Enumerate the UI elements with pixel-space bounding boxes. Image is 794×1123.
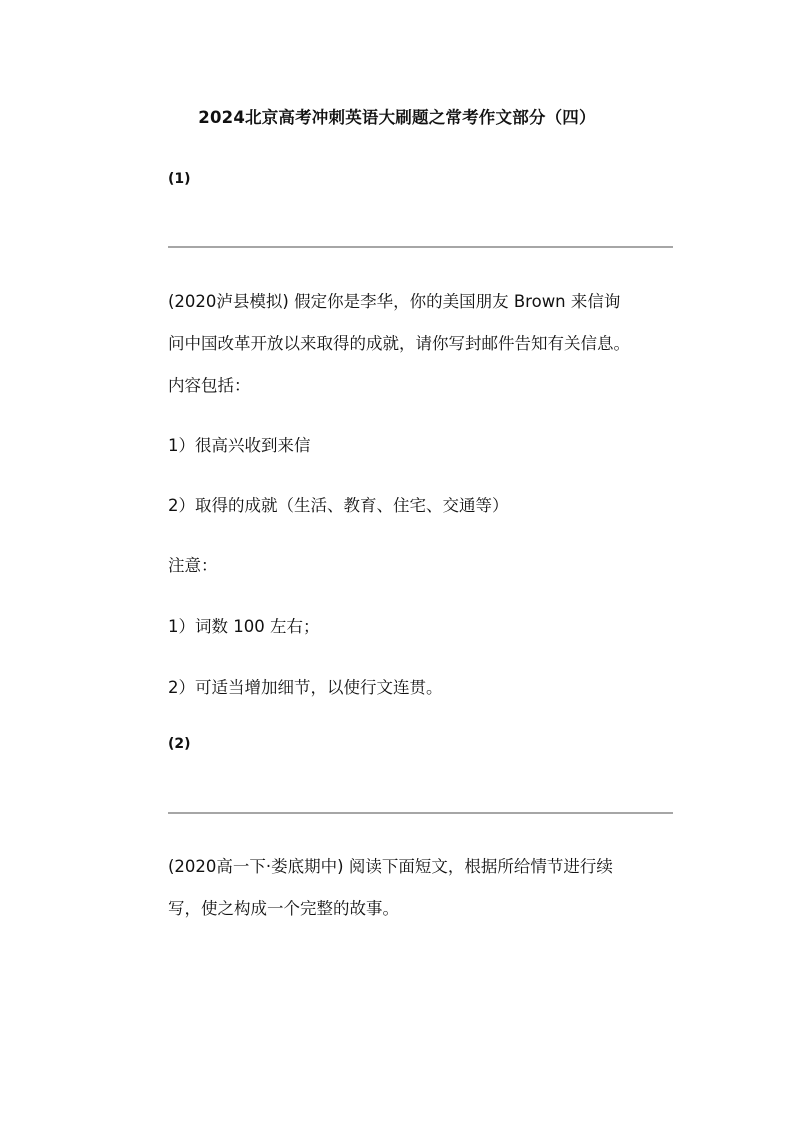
- question-2-line: 写，使之构成一个完整的故事。: [168, 899, 399, 918]
- divider-line: [168, 812, 673, 814]
- question-1-line: 注意：: [168, 556, 218, 575]
- question-1-line: 1）很高兴收到来信: [168, 436, 311, 455]
- question-number-2: (2): [168, 736, 191, 752]
- question-1-line: 内容包括：: [168, 376, 251, 395]
- question-1-line: 2）可适当增加细节，以使行文连贯。: [168, 678, 443, 697]
- question-1-line: 1）词数 100 左右；: [168, 617, 320, 636]
- question-1-line: (2020泸县模拟) 假定你是李华，你的美国朋友 Brown 来信询: [168, 292, 621, 311]
- question-1-line: 2）取得的成就（生活、教育、住宅、交通等）: [168, 496, 509, 515]
- question-2-line: (2020高一下·娄底期中) 阅读下面短文，根据所给情节进行续: [168, 857, 613, 876]
- question-1-line: 问中国改革开放以来取得的成就，请你写封邮件告知有关信息。: [168, 334, 630, 353]
- divider-line: [168, 246, 673, 248]
- page-title: 2024北京高考冲刺英语大刷题之常考作文部分（四）: [198, 108, 596, 127]
- question-number-1: (1): [168, 171, 191, 187]
